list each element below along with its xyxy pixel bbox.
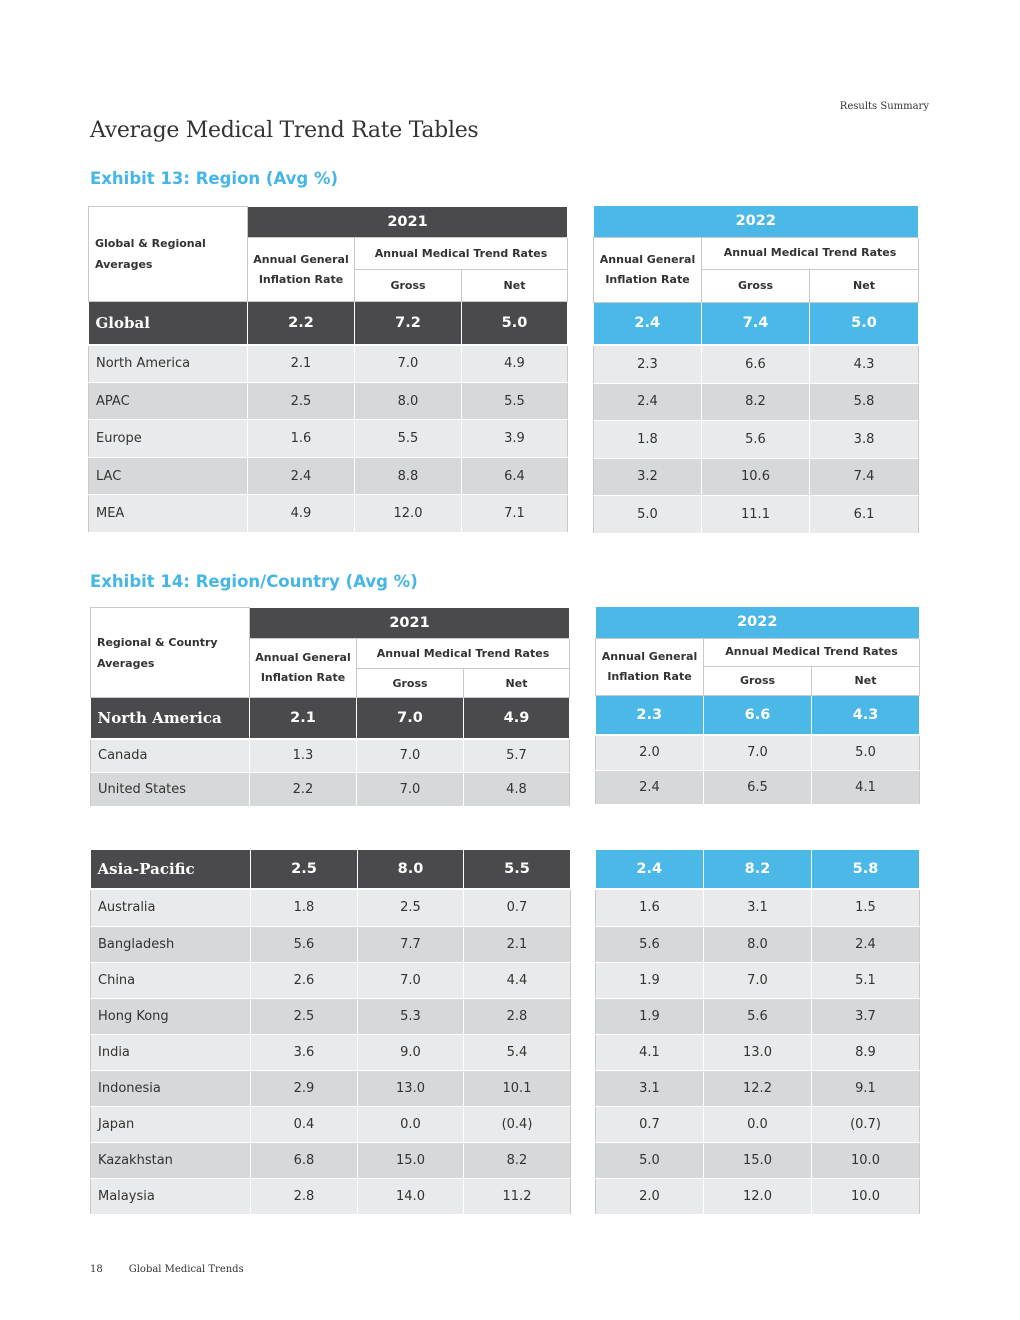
col-gross-header: Gross — [357, 669, 464, 698]
table-row — [91, 962, 571, 998]
net-cell: 4.3 — [810, 345, 919, 383]
gross-cell: 6.5 — [704, 770, 812, 804]
gross-cell: 7.0 — [355, 345, 462, 383]
gross-cell: 8.2 — [702, 383, 810, 420]
table-row — [596, 1106, 920, 1142]
exhibit-13-table-2021 — [88, 206, 568, 533]
inflation-cell: 2.4 — [596, 770, 704, 804]
col-inflation-header: Annual General Inflation Rate — [248, 238, 355, 302]
inflation-cell: 5.6 — [596, 926, 704, 962]
row-label: Malaysia — [91, 1178, 251, 1214]
net-cell: 11.2 — [464, 1178, 571, 1214]
net-cell: 9.1 — [812, 1070, 920, 1106]
publication-name: Global Medical Trends — [128, 1264, 244, 1275]
gross-cell: 12.0 — [355, 495, 462, 533]
inflation-cell: 2.4 — [248, 458, 355, 495]
inflation-cell: 2.2 — [248, 302, 355, 345]
table-row — [91, 1178, 571, 1214]
inflation-cell: 1.8 — [251, 889, 358, 926]
table-row — [89, 495, 568, 533]
net-cell: 5.5 — [462, 383, 568, 420]
table-row — [89, 383, 568, 420]
gross-cell: 5.6 — [704, 998, 812, 1034]
gross-cell: 2.5 — [358, 889, 464, 926]
net-cell: 5.8 — [812, 850, 920, 889]
col-trend-header: Annual Medical Trend Rates — [702, 237, 919, 269]
table-row — [91, 998, 571, 1034]
net-cell: 5.0 — [812, 735, 920, 770]
net-cell: 3.9 — [462, 420, 568, 458]
gross-cell: 11.1 — [702, 495, 810, 533]
inflation-cell: 2.6 — [251, 962, 358, 998]
gross-cell: 7.2 — [355, 302, 462, 345]
col-trend-header: Annual Medical Trend Rates — [355, 238, 568, 270]
year-header-2022: 2022 — [596, 607, 920, 638]
inflation-cell: 3.6 — [251, 1034, 358, 1070]
page-footer — [90, 1264, 270, 1275]
table-row — [91, 1070, 571, 1106]
net-cell: 5.0 — [462, 302, 568, 345]
col-gross-header: Gross — [702, 269, 810, 302]
table-row — [596, 770, 920, 804]
net-cell: (0.7) — [812, 1106, 920, 1142]
net-cell: 5.0 — [810, 302, 919, 345]
inflation-cell: 1.9 — [596, 962, 704, 998]
gross-cell: 5.6 — [702, 420, 810, 458]
net-cell: 5.4 — [464, 1034, 571, 1070]
summary-row — [89, 302, 568, 345]
net-cell: 10.0 — [812, 1142, 920, 1178]
inflation-cell: 0.4 — [251, 1106, 358, 1142]
net-cell: 4.3 — [812, 695, 920, 735]
net-cell: 4.8 — [464, 773, 570, 807]
table-row — [91, 739, 570, 773]
row-label: APAC — [89, 383, 248, 420]
col-trend-header: Annual Medical Trend Rates — [357, 639, 570, 669]
table-row — [596, 998, 920, 1034]
inflation-cell: 5.6 — [251, 926, 358, 962]
net-cell: 7.1 — [462, 495, 568, 533]
inflation-cell: 5.0 — [596, 1142, 704, 1178]
col-net-header: Net — [462, 270, 568, 302]
year-header-2021: 2021 — [248, 207, 568, 238]
gross-cell: 7.0 — [357, 773, 464, 807]
col-inflation-header: Annual General Inflation Rate — [596, 638, 704, 695]
inflation-cell: 2.1 — [250, 698, 357, 739]
net-cell: 3.7 — [812, 998, 920, 1034]
inflation-cell: 6.8 — [251, 1142, 358, 1178]
inflation-cell: 2.4 — [594, 302, 702, 345]
net-cell: 10.0 — [812, 1178, 920, 1214]
gross-cell: 7.0 — [704, 962, 812, 998]
table-row — [91, 773, 570, 807]
gross-cell: 6.6 — [704, 695, 812, 735]
table-row — [596, 1178, 920, 1214]
gross-cell: 12.0 — [704, 1178, 812, 1214]
inflation-cell: 2.0 — [596, 735, 704, 770]
gross-cell: 13.0 — [704, 1034, 812, 1070]
inflation-cell: 2.1 — [248, 345, 355, 383]
col-net-header: Net — [812, 666, 920, 695]
inflation-cell: 0.7 — [596, 1106, 704, 1142]
col-gross-header: Gross — [704, 666, 812, 695]
table-row — [594, 458, 919, 495]
gross-cell: 5.5 — [355, 420, 462, 458]
table-row — [89, 458, 568, 495]
row-label: Canada — [91, 739, 250, 773]
table-row — [91, 926, 571, 962]
page-number: 18 — [90, 1264, 103, 1275]
row-label: Japan — [91, 1106, 251, 1142]
gross-cell: 0.0 — [358, 1106, 464, 1142]
table-row — [594, 420, 919, 458]
net-cell: 4.9 — [464, 698, 570, 739]
net-cell: 4.9 — [462, 345, 568, 383]
table-row — [91, 889, 571, 926]
gross-cell: 7.0 — [357, 698, 464, 739]
net-cell: 7.4 — [810, 458, 919, 495]
net-cell: 4.4 — [464, 962, 571, 998]
table-row — [596, 1034, 920, 1070]
col-gross-header: Gross — [355, 270, 462, 302]
gross-cell: 0.0 — [704, 1106, 812, 1142]
inflation-cell: 1.3 — [250, 739, 357, 773]
table-row — [89, 420, 568, 458]
table-row — [89, 345, 568, 383]
net-cell: 5.8 — [810, 383, 919, 420]
table-row — [91, 1034, 571, 1070]
summary-row — [596, 850, 920, 889]
table-row — [596, 962, 920, 998]
row-label: Asia-Pacific — [91, 850, 251, 889]
inflation-cell: 1.6 — [248, 420, 355, 458]
inflation-cell: 3.2 — [594, 458, 702, 495]
exhibit-14-asia-pacific-2022 — [595, 850, 920, 1215]
summary-row — [91, 850, 571, 889]
inflation-cell: 1.8 — [594, 420, 702, 458]
gross-cell: 3.1 — [704, 889, 812, 926]
inflation-cell: 5.0 — [594, 495, 702, 533]
inflation-cell: 2.5 — [251, 850, 358, 889]
gross-cell: 8.0 — [358, 850, 464, 889]
gross-cell: 7.7 — [358, 926, 464, 962]
gross-cell: 5.3 — [358, 998, 464, 1034]
exhibit-14-north-america-2021 — [90, 607, 570, 807]
inflation-cell: 3.1 — [596, 1070, 704, 1106]
gross-cell: 8.8 — [355, 458, 462, 495]
col-inflation-header: Annual General Inflation Rate — [250, 639, 357, 698]
net-cell: 2.8 — [464, 998, 571, 1034]
gross-cell: 15.0 — [358, 1142, 464, 1178]
net-cell: 6.1 — [810, 495, 919, 533]
net-cell: 3.8 — [810, 420, 919, 458]
inflation-cell: 1.9 — [596, 998, 704, 1034]
row-label: Bangladesh — [91, 926, 251, 962]
inflation-cell: 4.9 — [248, 495, 355, 533]
row-label: Global — [89, 302, 248, 345]
summary-row — [596, 695, 920, 735]
table-row — [596, 889, 920, 926]
col-inflation-header: Annual General Inflation Rate — [594, 237, 702, 302]
table-row — [594, 383, 919, 420]
inflation-cell: 2.8 — [251, 1178, 358, 1214]
gross-cell: 7.0 — [704, 735, 812, 770]
row-label: Australia — [91, 889, 251, 926]
table-row — [596, 926, 920, 962]
exhibit-14-north-america-2022 — [595, 607, 920, 805]
row-label: China — [91, 962, 251, 998]
gross-cell: 8.0 — [355, 383, 462, 420]
gross-cell: 6.6 — [702, 345, 810, 383]
gross-cell: 13.0 — [358, 1070, 464, 1106]
corner-label: Global & Regional Averages — [89, 207, 248, 302]
net-cell: 10.1 — [464, 1070, 571, 1106]
gross-cell: 7.0 — [357, 739, 464, 773]
row-label: United States — [91, 773, 250, 807]
table-row — [596, 1070, 920, 1106]
table-row — [91, 1142, 571, 1178]
gross-cell: 7.4 — [702, 302, 810, 345]
row-label: North America — [89, 345, 248, 383]
net-cell: 8.9 — [812, 1034, 920, 1070]
table-row — [91, 1106, 571, 1142]
inflation-cell: 2.5 — [251, 998, 358, 1034]
table-row — [594, 495, 919, 533]
exhibit-13-title: Exhibit 13: Region (Avg %) — [90, 169, 339, 188]
net-cell: 6.4 — [462, 458, 568, 495]
summary-row — [594, 302, 919, 345]
inflation-cell: 1.6 — [596, 889, 704, 926]
row-label: Europe — [89, 420, 248, 458]
exhibit-13-table-2022 — [593, 206, 919, 534]
net-cell: (0.4) — [464, 1106, 571, 1142]
inflation-cell: 4.1 — [596, 1034, 704, 1070]
inflation-cell: 2.5 — [248, 383, 355, 420]
row-label: MEA — [89, 495, 248, 533]
row-label: LAC — [89, 458, 248, 495]
net-cell: 8.2 — [464, 1142, 571, 1178]
table-row — [594, 345, 919, 383]
page-title: Average Medical Trend Rate Tables — [90, 118, 479, 143]
col-net-header: Net — [810, 269, 919, 302]
gross-cell: 12.2 — [704, 1070, 812, 1106]
col-trend-header: Annual Medical Trend Rates — [704, 638, 920, 666]
net-cell: 5.1 — [812, 962, 920, 998]
gross-cell: 7.0 — [358, 962, 464, 998]
col-net-header: Net — [464, 669, 570, 698]
year-header-2022: 2022 — [594, 206, 919, 237]
exhibit-14-asia-pacific-2021 — [90, 850, 571, 1215]
gross-cell: 8.0 — [704, 926, 812, 962]
row-label: India — [91, 1034, 251, 1070]
inflation-cell: 2.4 — [594, 383, 702, 420]
table-row — [596, 735, 920, 770]
inflation-cell: 2.2 — [250, 773, 357, 807]
row-label: Hong Kong — [91, 998, 251, 1034]
corner-label: Regional & Country Averages — [91, 608, 250, 698]
inflation-cell: 2.0 — [596, 1178, 704, 1214]
gross-cell: 9.0 — [358, 1034, 464, 1070]
net-cell: 2.4 — [812, 926, 920, 962]
net-cell: 4.1 — [812, 770, 920, 804]
summary-row — [91, 698, 570, 739]
net-cell: 0.7 — [464, 889, 571, 926]
gross-cell: 14.0 — [358, 1178, 464, 1214]
exhibit-14-title: Exhibit 14: Region/Country (Avg %) — [90, 572, 418, 591]
inflation-cell: 2.3 — [594, 345, 702, 383]
year-header-2021: 2021 — [250, 608, 570, 639]
gross-cell: 8.2 — [704, 850, 812, 889]
net-cell: 1.5 — [812, 889, 920, 926]
row-label: North America — [91, 698, 250, 739]
row-label: Indonesia — [91, 1070, 251, 1106]
table-row — [596, 1142, 920, 1178]
gross-cell: 15.0 — [704, 1142, 812, 1178]
inflation-cell: 2.4 — [596, 850, 704, 889]
net-cell: 2.1 — [464, 926, 571, 962]
gross-cell: 10.6 — [702, 458, 810, 495]
section-label: Results Summary — [839, 101, 929, 112]
net-cell: 5.7 — [464, 739, 570, 773]
inflation-cell: 2.9 — [251, 1070, 358, 1106]
row-label: Kazakhstan — [91, 1142, 251, 1178]
net-cell: 5.5 — [464, 850, 571, 889]
inflation-cell: 2.3 — [596, 695, 704, 735]
